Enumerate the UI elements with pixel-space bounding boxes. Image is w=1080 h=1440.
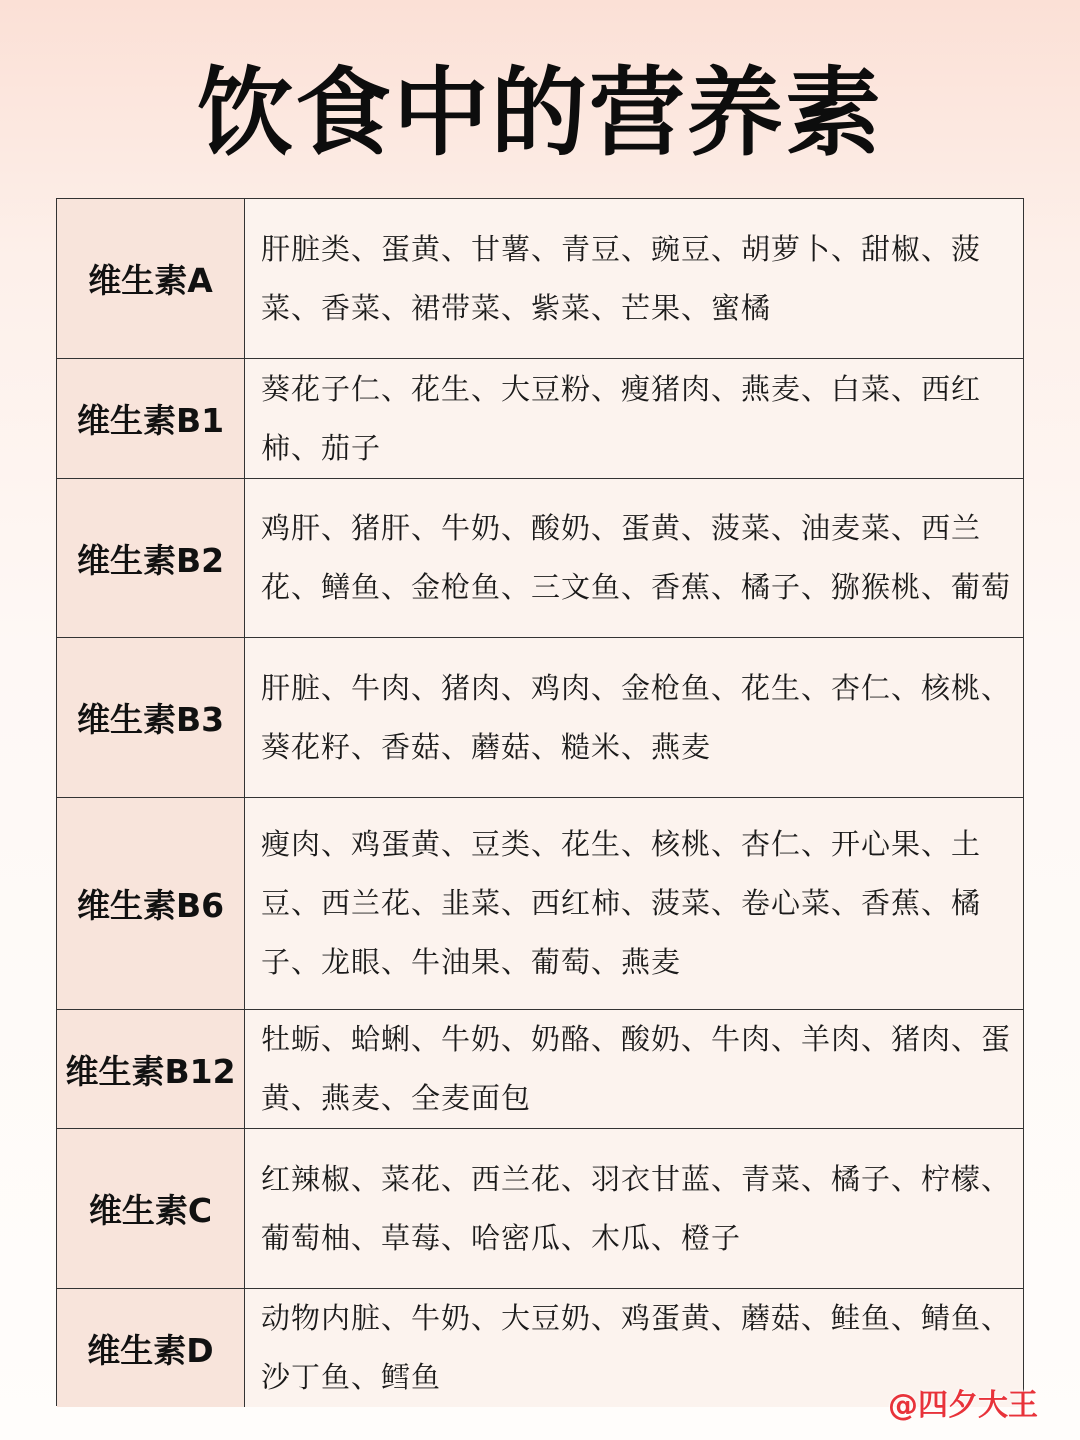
food-list xyxy=(245,1129,1023,1288)
vitamin-label: 维生素B12 xyxy=(57,1010,245,1128)
table-row xyxy=(57,479,1023,638)
table-row xyxy=(57,1129,1023,1289)
vitamin-label: 维生素B1 xyxy=(57,359,245,478)
food-list-text: 肝脏、牛肉、猪肉、鸡肉、金枪鱼、花生、杏仁、核桃、葵花籽、香菇、蘑菇、糙米、燕麦 xyxy=(261,670,1012,764)
page-title: 饮食中的营养素 xyxy=(197,57,883,169)
food-list-text: 肝脏类、蛋黄、甘薯、青豆、豌豆、胡萝卜、甜椒、菠菜、香菜、裙带菜、紫菜、芒果、蜜橘 xyxy=(261,231,982,325)
food-list xyxy=(245,798,1023,1009)
food-list-text: 鸡肝、猪肝、牛奶、酸奶、蛋黄、菠菜、油麦菜、西兰花、鳝鱼、金枪鱼、三文鱼、香蕉、橘子、猕猴桃、葡萄 xyxy=(261,511,1012,604)
food-list xyxy=(245,479,1023,637)
table-row xyxy=(57,199,1023,359)
food-list-text: 红辣椒、菜花、西兰花、羽衣甘蓝、青菜、橘子、柠檬、葡萄柚、草莓、哈密瓜、木瓜、橙子 xyxy=(261,1161,1012,1255)
author-watermark: @四夕大王 xyxy=(888,1388,1038,1423)
food-list-text: 瘦肉、鸡蛋黄、豆类、花生、核桃、杏仁、开心果、土豆、西兰花、韭菜、西红柿、菠菜、卷心菜、香蕉、橘子、龙眼、牛油果、葡萄、燕麦 xyxy=(261,827,982,979)
table-row xyxy=(57,1289,1023,1407)
vitamin-label: 维生素B2 xyxy=(57,479,245,637)
vitamin-label: 维生素B3 xyxy=(57,638,245,797)
food-list-text: 葵花子仁、花生、大豆粉、瘦猪肉、燕麦、白菜、西红柿、茄子 xyxy=(261,371,982,465)
table-row xyxy=(57,798,1023,1010)
vitamin-label: 维生素A xyxy=(57,199,245,358)
food-list-text: 动物内脏、牛奶、大豆奶、鸡蛋黄、蘑菇、鲑鱼、鲭鱼、沙丁鱼、鳕鱼 xyxy=(261,1301,1012,1394)
nutrient-table xyxy=(56,198,1024,1406)
food-list-text: 牡蛎、蛤蜊、牛奶、奶酪、酸奶、牛肉、羊肉、猪肉、蛋黄、燕麦、全麦面包 xyxy=(261,1022,1012,1115)
vitamin-label: 维生素D xyxy=(57,1289,245,1407)
table-row xyxy=(57,359,1023,479)
food-list xyxy=(245,1010,1023,1128)
food-list xyxy=(245,199,1023,358)
table-row xyxy=(57,1010,1023,1129)
food-list xyxy=(245,359,1023,478)
table-row xyxy=(57,638,1023,798)
vitamin-label: 维生素C xyxy=(57,1129,245,1288)
vitamin-label: 维生素B6 xyxy=(57,798,245,1009)
food-list xyxy=(245,638,1023,797)
